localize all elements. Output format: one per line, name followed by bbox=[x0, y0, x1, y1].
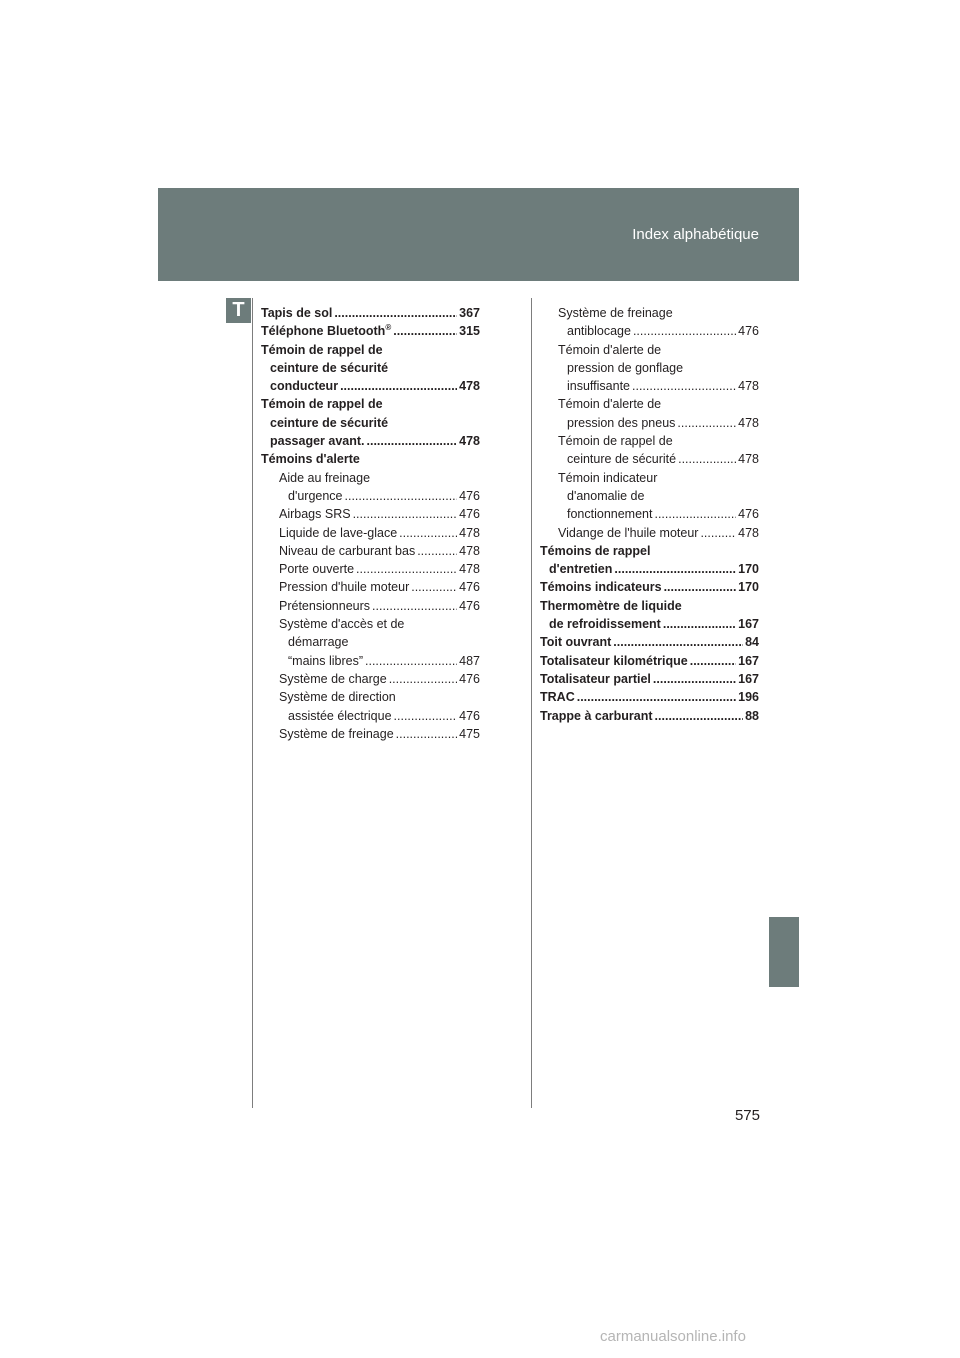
index-entry: Trappe à carburant ..... 88 bbox=[540, 707, 759, 725]
column-rule-left bbox=[252, 298, 253, 1108]
index-line: démarrage bbox=[288, 635, 349, 650]
index-entry: TRAC ..... 196 bbox=[540, 688, 759, 706]
index-entry: ceinture de sécurité ..... 478 bbox=[540, 450, 759, 468]
index-entry: “mains libres” ..... 487 bbox=[261, 652, 480, 670]
index-entry: pression des pneus ..... 478 bbox=[540, 414, 759, 432]
index-entry: assistée électrique ..... 476 bbox=[261, 707, 480, 725]
index-entry: Niveau de carburant bas ..... 478 bbox=[261, 542, 480, 560]
index-entry: insuffisante ..... 478 bbox=[540, 377, 759, 395]
index-entry: Système de freinage ..... 475 bbox=[261, 725, 480, 743]
index-line: pression de gonflage bbox=[567, 360, 684, 375]
index-line: Système de freinage bbox=[558, 306, 673, 320]
index-entry: Pression d'huile moteur ..... 476 bbox=[261, 578, 480, 596]
index-entry: Porte ouverte ..... 478 bbox=[261, 560, 480, 578]
index-line: Témoins de rappel bbox=[540, 543, 651, 558]
index-line: Témoin de rappel de bbox=[261, 397, 383, 412]
index-entry: Totalisateur kilométrique ..... 167 bbox=[540, 652, 759, 670]
page-number: 575 bbox=[734, 1107, 760, 1124]
index-letter: T bbox=[226, 298, 251, 323]
index-entry: Toit ouvrant ..... 84 bbox=[540, 633, 759, 651]
index-entry: Témoins indicateurs ..... 170 bbox=[540, 578, 759, 596]
index-line: Témoin d'alerte de bbox=[558, 397, 662, 412]
index-entry: de refroidissement ..... 167 bbox=[540, 615, 759, 633]
index-entry: passager avant. ..... 478 bbox=[261, 432, 480, 450]
header-bar bbox=[158, 188, 799, 281]
section-tab bbox=[769, 917, 799, 987]
index-entry: Airbags SRS ..... 476 bbox=[261, 505, 480, 523]
index-line: ceinture de sécurité bbox=[270, 360, 389, 375]
index-line: Témoin d'alerte de bbox=[558, 342, 662, 357]
header-title: Index alphabétique bbox=[632, 226, 759, 243]
index-line: Témoin de rappel de bbox=[261, 342, 383, 357]
index-entry: Liquide de lave-glace ..... 478 bbox=[261, 524, 480, 542]
index-entry: conducteur ..... 478 bbox=[261, 377, 480, 395]
index-column-2 bbox=[540, 304, 759, 725]
index-entry: antiblocage ..... 476 bbox=[540, 322, 759, 340]
index-line: Système de direction bbox=[279, 690, 396, 705]
index-line: Témoin de rappel de bbox=[558, 434, 673, 449]
index-column-1 bbox=[261, 304, 480, 743]
index-line: Témoins d'alerte bbox=[261, 452, 360, 467]
index-line: d'anomalie de bbox=[567, 488, 645, 503]
index-entry: Tapis de sol ..... 367 bbox=[261, 304, 480, 322]
index-line: Témoin indicateur bbox=[558, 470, 658, 485]
index-entry: Téléphone Bluetooth® ..... 315 bbox=[261, 322, 480, 340]
index-entry: d'urgence ..... 476 bbox=[261, 487, 480, 505]
index-line: Aide au freinage bbox=[279, 470, 371, 485]
index-entry: Système de charge ..... 476 bbox=[261, 670, 480, 688]
index-entry: fonctionnement ..... 476 bbox=[540, 505, 759, 523]
index-line: ceinture de sécurité bbox=[270, 415, 389, 430]
index-entry: d'entretien ..... 170 bbox=[540, 560, 759, 578]
watermark: carmanualsonline.info bbox=[600, 1328, 746, 1345]
index-entry: Prétensionneurs ..... 476 bbox=[261, 597, 480, 615]
index-line: Système d'accès et de bbox=[279, 617, 405, 632]
index-entry: Vidange de l'huile moteur ..... 478 bbox=[540, 524, 759, 542]
index-line: Thermomètre de liquide bbox=[540, 598, 682, 613]
column-rule-middle bbox=[531, 298, 532, 1108]
index-entry: Totalisateur partiel ..... 167 bbox=[540, 670, 759, 688]
